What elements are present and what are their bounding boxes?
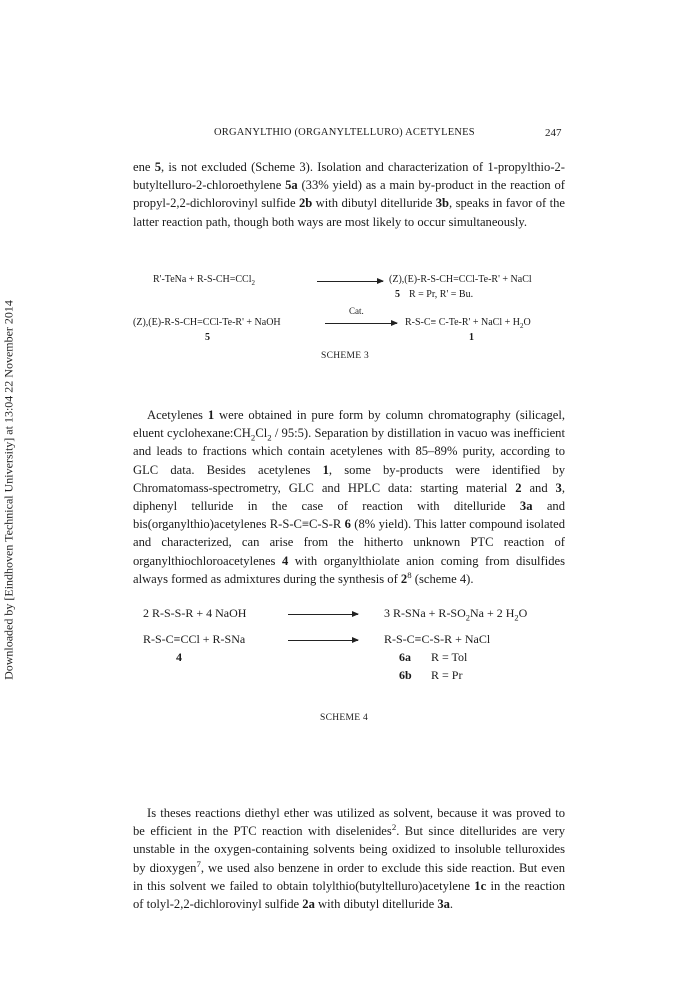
compound-number: 6a [399,650,411,664]
paragraph-1 [133,158,565,231]
compound-ref: 1 [322,462,329,477]
running-head: ORGANYLTHIO (ORGANYLTELLURO) ACETYLENES [214,127,475,138]
compound-ref: 2a [302,897,315,912]
para1-text: ene [133,160,155,174]
download-watermark [2,290,16,690]
compound-ref: 2 [400,571,408,586]
para1-text: with dibutyl ditelluride [312,196,436,211]
paragraph-2: Acetylenes 1 were obtained in pure form by column chromatography (silicagel, eluent $cyclohexane:CH_2Cl_2$ / 95:5). Separation by distillation in vacuo was inefficient and leads to fractions which contain acetylenes with 85–89% purity, according to GLC data. Besides acetylenes 1, some by-products were identified by Chromatomass-spectrometry, GLC and HPLC data: starting material 2 and 3, diphenyl telluride in the case of reaction with ditelluride 3a and bis(organylthio)acetylenes R-S-C≡C-S-R 6 (8% yield). This latter compound isolated and characterized, can arise from the hitherto unknown PTC reaction of organylthiochloroacetylenes 4 with organylthiolate anion coming from disulfides always formed as admixtures during the synthesis of $2^8$ (scheme 4). [133,408,565,586]
substituent-note: R = Pr [431,668,463,682]
compound-ref: 1c [474,878,487,893]
compound-ref: 3 [555,480,562,495]
scheme-caption: SCHEME 4 [320,713,369,723]
scheme4-r2-reactants: R-S-C≡CCl + R-SNa [143,632,246,646]
para1-text: , speaks in favor of the latter reaction path, though both ways are most likely to occur simultaneously. [133,196,565,229]
compound-number: 4 [176,650,182,664]
catalyst-label: Cat. [349,306,364,316]
page-number: 247 [545,127,562,139]
compound-ref: 4 [281,553,289,568]
compound-ref: 3a [519,499,533,514]
compound-ref: 2b [298,196,313,211]
para1-text: , is not excluded (Scheme 3). Isolation and characterization of 1-propylthio-2-butyltelluro-2-chloroethylene [133,160,565,193]
scheme4-r1-reactants: 2 R-S-S-R + 4 NaOH [143,606,247,620]
scheme3-r1-note: R = Pr, R' = Bu. [409,289,474,300]
compound-ref: 1 [207,408,215,422]
scheme4-r1-products: 3 $R-SNa + R-SO_2Na + 2$ $H_2O$ [384,606,528,623]
compound-ref: 5a [285,178,298,193]
scheme3-r2-reactants: (Z),(E)-R-S-CH=CCl-Te-R' + NaOH [133,317,281,328]
scheme3-r1-reactants: R'-TeNa + R-S-CH=CCl$_2$ [153,274,255,287]
compound-ref: 3a [437,897,450,912]
compound-ref: 2 [515,480,522,495]
reaction-arrow [288,640,358,641]
para1-text: (33% yield) as a main by-product in the reaction of propyl-2,2-dichlorovinyl sulfide [133,178,565,211]
compound-number: 1 [469,332,474,343]
download-watermark-text: Downloaded by [Eindhoven Technical University] at 13:04 22 November 2014 [1,300,16,680]
substituent-note: R = Tol [431,650,468,664]
reaction-arrow [288,614,358,615]
scheme-caption: SCHEME 3 [321,351,370,361]
compound-ref: 6 [344,517,351,532]
compound-number: 5 [395,289,400,300]
compound-ref: 3b [435,196,450,211]
reaction-arrow [325,323,397,324]
compound-number: 5 [205,332,210,343]
scheme3-r1-products: (Z),(E)-R-S-CH=CCl-Te-R' + NaCl [389,274,532,285]
scheme3-r2-products: R-S-C≡ C-Te-R' + NaCl + $H_2O$ [405,317,531,330]
compound-number: 6b [399,668,412,682]
paragraph-3: Is theses reactions diethyl ether was utilized as solvent, because it was proved to be efficient in the PTC reaction with diselenides$^2$. But since ditellurides are very unstable in the oxygen-containing solvents being oxidized to insoluble telluroxides by dioxygen$^7$, we used also benzene in order to exclude this side reaction. But even in this solvent we failed to obtain tolylthio(butyltelluro)acetylene 1c in the reaction of tolyl-2,2-dichlorovinyl sulfide 2a with dibutyl ditelluride 3a. [133,806,565,912]
scheme4-r2-products: R-S-C≡C-S-R + NaCl [384,632,491,646]
compound-ref: 5 [154,160,162,174]
reaction-arrow [317,281,383,282]
